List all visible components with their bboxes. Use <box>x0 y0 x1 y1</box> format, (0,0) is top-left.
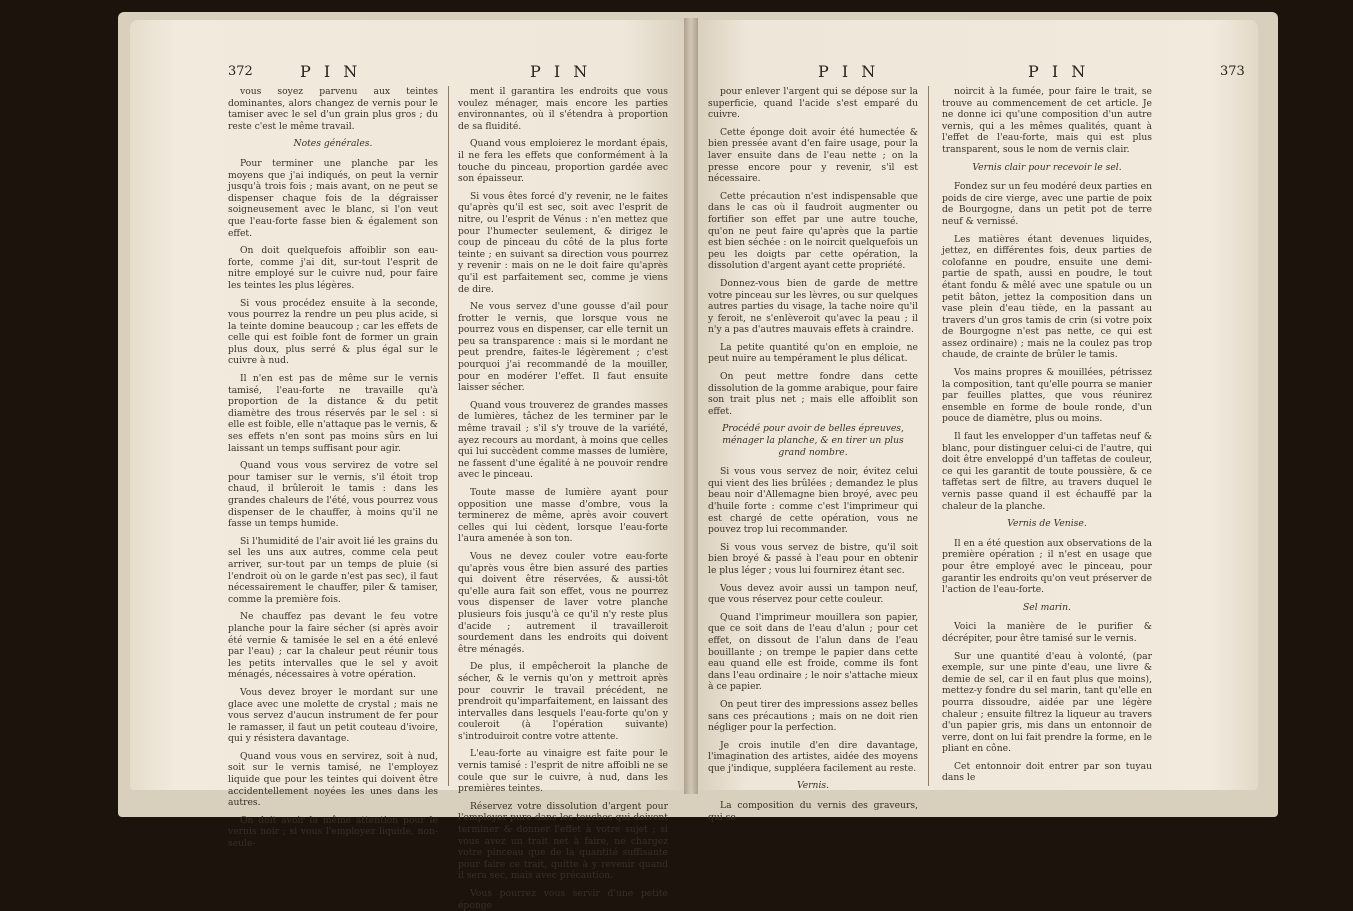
section-heading: Vernis. <box>796 780 830 792</box>
paragraph: Quand vous vous en servirez, soit à nud, soit sur le vernis tamisé, ne l'employez liquide que pour les teintes qui doivent être accidentellement noyées les unes dans les autres. <box>228 750 438 809</box>
running-head: P I N <box>818 62 880 81</box>
section-heading: Vernis clair pour recevoir le sel. <box>972 161 1122 173</box>
paragraph: Sur une quantité d'eau à volonté, (par exemple, sur une pinte d'eau, une livre & demie de sel, car il en faut plus que moins), mettez-y fondre du sel marin, tant qu'elle en pourra dissoudre, aidée par une légère chaleur ; ensuite filtrez la liqueur au travers d'un papier gris, mis dans un entonnoir de verre, dont on lui fait prendre la forme, en le pliant en cône. <box>942 650 1152 755</box>
paragraph: Cet entonnoir doit entrer par son tuyau dans le <box>942 760 1152 784</box>
paragraph: Vous ne devez couler votre eau-forte qu'après vous être bien assuré des parties qui doivent être réservées, & aussi-tôt qu'elle aura fait son effet, vous ne pourrez vous dispenser de laver votre planche plusieurs fois jusqu'à ce qu'il n'y reste plus d'acide ; autrement il travailleroit sourdement dans les endroits qui doivent être ménagés. <box>458 550 668 655</box>
paragraph: On peut mettre fondre dans cette dissolution de la gomme arabique, pour faire son trait plus net ; mais elle affoiblit son effet. <box>708 371 918 417</box>
text-column-2 <box>458 86 668 911</box>
paragraph: Si l'humidité de l'air avoit lié les grains du sel les uns aux autres, comme cela peut arriver, sur-tout par un temps de pluie (si l'endroit où on le garde n'est pas sec), il faut nécessairement le chauffer, piler & tamiser, comme la première fois. <box>228 535 438 605</box>
running-head-center: P I N <box>1028 62 1090 81</box>
paragraph: Quand l'imprimeur mouillera son papier, que ce soit dans de l'eau d'alun ; pour cet effet, on dissout de l'alun dans de l'eau bouillante ; on trempe le papier dans cette eau quand elle est froide, comme ils font dans l'eau ordinaire ; le noir s'attache mieux à ce papier. <box>708 611 918 693</box>
paragraph: Vous devez avoir aussi un tampon neuf, que vous réservez pour cette couleur. <box>708 582 918 606</box>
paragraph: L'eau-forte au vinaigre est faite pour le vernis tamisé : l'esprit de nitre affoibli ne se coule que sur le cuivre, à nud, dans les premières teintes. <box>458 748 668 795</box>
column-rule <box>928 86 929 786</box>
paragraph: La petite quantité qu'on en emploie, ne peut nuire au tempérament le plus délicat. <box>708 341 918 365</box>
paragraph: Ne chauffez pas devant le feu votre planche pour la faire sécher (si après avoir été vernie & tamisée le sel en a été enlevé par l'eau) ; car la chaleur peut réunir tous les petits intervalles que le sel y avoit ménagés, nécessaires à votre opération. <box>228 611 438 681</box>
paragraph: ment il garantira les endroits que vous voulez ménager, mais encore les parties environnantes, où il s'étendra à proportion de sa fluidité. <box>458 86 668 132</box>
page-number: 373 <box>1220 64 1245 79</box>
text-column-1 <box>708 86 918 823</box>
paragraph: vous soyez parvenu aux teintes dominantes, alors changez de vernis pour le tamiser avec le sel d'un grain plus gros ; du reste c'est le même travail. <box>228 86 438 132</box>
paragraph: Quand vous emploierez le mordant épais, il ne fera les effets que conformément à la touche du pinceau, proportion gardée avec son épaisseur. <box>458 138 668 185</box>
paragraph: Donnez-vous bien de garde de mettre votre pinceau sur les lèvres, ou sur quelques autres parties du visage, la tache noire qu'il y feroit, ne s'enlèveroit qu'avec la peau ; il n'y a pas d'autres mauvais effets à craindre. <box>708 277 918 336</box>
paragraph: On doit avoir la même attention pour le vernis noir ; si vous l'employez liquide, non-seule- <box>228 814 438 850</box>
paragraph: Ne vous servez d'une gousse d'ail pour frotter le vernis, que lorsque vous ne pourrez vous en dispenser, car elle ternit un peu sa transparence : mais si le mordant ne peut prendre, faites-le légèrement ; c'est pourquoi j'ai recommandé de la mouiller, pour en modérer l'effet. Il faut ensuite laisser sécher. <box>458 301 668 394</box>
paragraph: Fondez sur un feu modéré deux parties en poids de cire vierge, avec une partie de poix de Bourgogne, dans un petit pot de terre neuf & vernissé. <box>942 181 1152 227</box>
paragraph: Je crois inutile d'en dire davantage, l'imagination des artistes, aidée des moyens que j'indique, suppléera facilement au reste. <box>708 739 918 774</box>
section-heading: Notes générales. <box>293 138 373 150</box>
paragraph: Vos mains propres & mouillées, pétrissez la composition, tant qu'elle pourra se manier par feuilles plattes, que vous réunirez ensemble en forme de boule ronde, d'un pouce de diamètre, plus ou moins. <box>942 367 1152 425</box>
paragraph: On doit quelquefois affoiblir son eau-forte, comme j'ai dit, sur-tout l'esprit de nitre employé sur le cuivre nud, pour faire les teintes les plus légères. <box>228 245 438 291</box>
paragraph: Si vous vous servez de bistre, qu'il soit bien broyé & passé à l'eau pour en obtenir le plus léger ; vous lui fournirez étant sec. <box>708 541 918 576</box>
running-head: P I N <box>300 62 362 81</box>
paragraph: Pour terminer une planche par les moyens que j'ai indiqués, on peut la vernir jusqu'à trois fois ; mais avant, on ne peut se dispenser chaque fois de la dégraisser soigneusement avec le blanc, si l'on veut que l'eau-forte fasse bien & également son effet. <box>228 157 438 239</box>
paragraph: Il en a été question aux observations de la première opération ; il n'est en usage que pour être employé avec le pinceau, pour garantir les endroits qu'on veut préserver de l'action de l'eau-forte. <box>942 537 1152 596</box>
paragraph: On peut tirer des impressions assez belles sans ces précautions ; mais on ne doit rien négliger pour la perfection. <box>708 698 918 734</box>
paragraph: Les matières étant devenues liquides, jettez, en différentes fois, deux parties de colofanne en poudre, ensuite une demi-partie de spath, aussi en poudre, le tout étant fondu & mêlé avec une spatule ou un petit bâton, jettez la composition dans un vase plein d'eau tiède, en la passant au travers d'un gros tamis de crin (si votre poix de Bourgogne n'est pas nette, ce qui est assez ordinaire) ; mais ne la coulez pas trop chaude, de crainte de brûler le tamis. <box>942 233 1152 361</box>
paragraph: Voici la manière de le purifier & décrépiter, pour être tamisé sur le vernis. <box>942 621 1152 644</box>
right-page <box>690 20 1258 823</box>
section-heading: Vernis de Venise. <box>1007 518 1087 530</box>
paragraph: Il faut les envelopper d'un taffetas neuf & blanc, pour distinguer celui-ci de l'autre, qui doit être enveloppé d'un taffetas de couleur, ce qui les garantit de toute poussière, & ce taffetas sert de filtre, au travers duquel le vernis passe quand il est échauffé par la chaleur de la planche. <box>942 431 1152 512</box>
paragraph: Quand vous trouverez de grandes masses de lumières, tâchez de les terminer par le même travail ; s'il s'y trouve de la variété, ayez recours au mordant, à moins que celles qui lui succèdent comme masses de lumière, ne fassent d'une égalité à ne pouvoir rendre avec le pinceau. <box>458 399 668 481</box>
paragraph: Si vous êtes forcé d'y revenir, ne le faites qu'après qu'il est sec, soit avec l'esprit de nitre, ou l'esprit de Vénus : n'en mettez que pour l'humecter seulement, & dirigez le coup de pinceau du côté de la plus forte teinte ; en suivant sa direction vous pourrez y revenir : mais on ne le doit faire qu'après qu'il est parfaitement sec, comme je viens de dire. <box>458 190 668 295</box>
paragraph: La composition du vernis des graveurs, qui se <box>708 800 918 823</box>
paragraph: Si vous procédez ensuite à la seconde, vous pourrez la rendre un peu plus acide, si la teinte domine beaucoup ; car les effets de celle qui est foible font de former un grain plus doux, plus serré & plus égal sur le cuivre à nud. <box>228 297 438 367</box>
section-heading: Procédé pour avoir de belles épreuves, ménager la planche, & en tirer un plus grand nombre. <box>722 423 904 458</box>
paragraph: Cette éponge doit avoir été humectée & bien pressée avant d'en faire usage, pour la laver ensuite dans de l'eau nette ; on la presse encore pour y revenir, s'il est nécessaire. <box>708 126 918 185</box>
text-column-1 <box>228 86 438 850</box>
section-heading: Sel marin. <box>1023 601 1071 613</box>
paragraph: Vous pourrez vous servir d'une petite éponge <box>458 888 668 911</box>
column-rule <box>448 86 449 786</box>
paragraph: pour enlever l'argent qui se dépose sur la superficie, quand l'acide s'est emparé du cuivre. <box>708 86 918 121</box>
paragraph: De plus, il empêcheroit la planche de sécher, & le vernis qu'on y mettroit après pour couvrir le travail précédent, ne prendroit qu'imparfaitement, en laissant des intervalles dans lesquels l'eau-forte qu'on y couleroit (à l'opération suivante) s'introduiroit contre votre attente. <box>458 661 668 742</box>
paragraph: Si vous vous servez de noir, évitez celui qui vient des lies brûlées ; demandez le plus beau noir d'Allemagne bien broyé, avec peu d'huile forte : comme c'est l'imprimeur qui est chargé de cette opération, vous ne pouvez trop lui recommander. <box>708 466 918 536</box>
running-head-center: P I N <box>530 62 592 81</box>
paragraph: noircit à la fumée, pour faire le trait, se trouve au commencement de cet article. Je ne donne ici qu'une composition d'un autre vernis, qui a les mêmes qualités, quant à l'effet de l'eau-forte, mais qui est plus transparent, sous le nom de vernis clair. <box>942 86 1152 155</box>
book-gutter <box>684 18 698 794</box>
left-page <box>130 20 690 911</box>
text-column-2 <box>942 86 1152 794</box>
paragraph: Toute masse de lumière ayant pour opposition une masse d'ombre, vous la terminerez de même, après avoir couvert celles qui lui cèdent, lorsque l'eau-forte l'aura amenée à son ton. <box>458 487 668 545</box>
paragraph: Quand vous vous servirez de votre sel pour tamiser sur le vernis, s'il étoit trop chaud, il brûleroit le tamis : dans les grandes chaleurs de l'été, vous pourrez vous dispenser de le chauffer, à moins qu'il ne fasse un temps humide. <box>228 460 438 530</box>
paragraph: Cette précaution n'est indispensable que dans le cas où il faudroit augmenter ou fortifier son effet par une autre touche, qu'on ne peut faire qu'après que la partie est bien séchée : on le noircit quelquefois un peu les doigts par cette opération, la dissolution d'argent ayant cette propriété. <box>708 190 918 272</box>
paragraph: Réservez votre dissolution d'argent pour l'employer pure dans les touches qui doivent terminer & donner l'effet à votre sujet ; si vous avez un trait net à faire, ne chargez votre pinceau que de la quantité suffisante pour faire ce trait, quitte à y revenir quand il sera sec, mais avec précaution. <box>458 800 668 882</box>
paragraph: Vous devez broyer le mordant sur une glace avec une molette de crystal ; mais ne vous servez d'aucun instrument de fer pour le ramasser, il faut un petit couteau d'ivoire, qui y résistera davantage. <box>228 686 438 745</box>
paragraph: Il n'en est pas de même sur le vernis tamisé, l'eau-forte ne travaille qu'à proportion de la distance & du petit diamètre des trous réservés par le sel : si elle est foible, elle n'attaque pas le vernis, & ses effets n'en sont pas moins sûrs en lui laissant un temps suffisant pour agir. <box>228 373 438 454</box>
page-number: 372 <box>228 64 253 79</box>
